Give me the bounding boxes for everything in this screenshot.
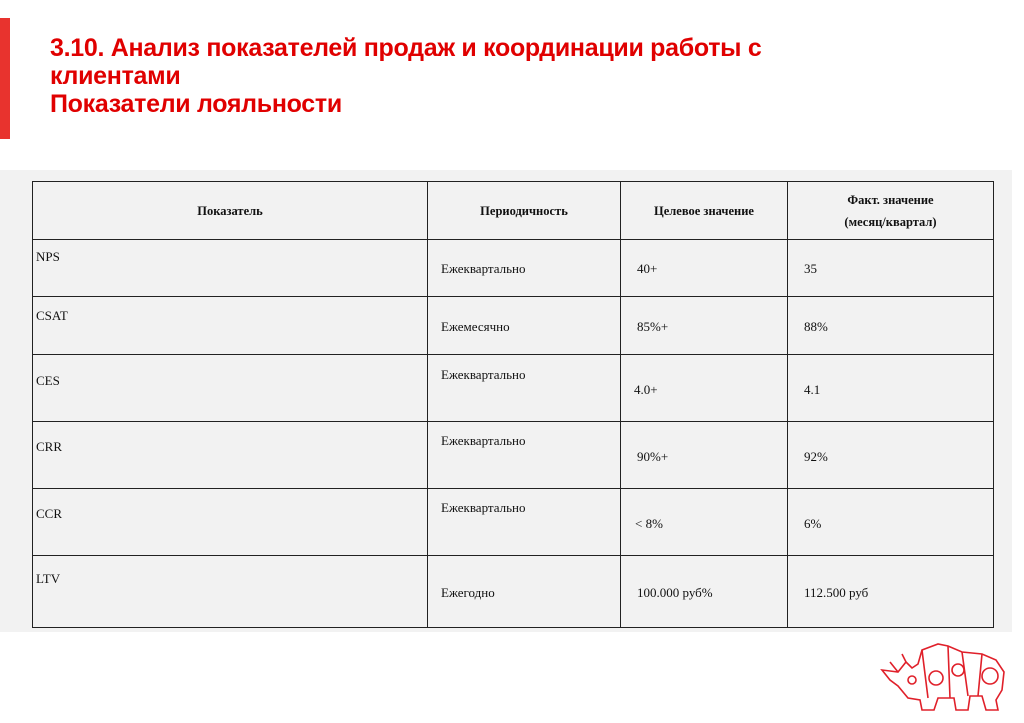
table-row [33,297,994,355]
metric-cell: LTV [36,571,61,586]
table-row [33,240,994,297]
actual-cell: 92% [804,449,828,464]
header-actual [788,182,994,240]
actual-cell: 88% [804,319,828,334]
header-metric: Показатель [33,182,428,240]
target-cell: 90%+ [637,449,669,464]
title-line-1: 3.10. Анализ показателей продаж и координации работы с [50,34,762,62]
page-title [50,34,762,118]
metric-cell: NPS [36,249,60,264]
rhino-logo-icon [878,640,1014,714]
header-actual-line2: (месяц/квартал) [844,214,937,229]
metric-cell: CRR [36,439,63,454]
target-cell: < 8% [635,516,663,531]
header-target: Целевое значение [621,182,788,240]
period-cell: Ежеквартально [441,367,526,382]
period-cell: Ежемесячно [441,319,510,334]
table-row [33,355,994,422]
accent-bar [0,18,10,139]
target-cell: 100.000 руб% [637,585,713,600]
loyalty-metrics-table [32,181,994,628]
table-row [33,422,994,489]
table-row [33,489,994,556]
target-cell: 40+ [637,261,658,276]
header-actual-line1: Факт. значение [847,192,934,207]
actual-cell: 35 [804,261,817,276]
period-cell: Ежеквартально [441,261,526,276]
actual-cell: 4.1 [804,382,821,397]
table-header-row [33,182,994,240]
header-period: Периодичность [428,182,621,240]
target-cell: 85%+ [637,319,669,334]
period-cell: Ежеквартально [441,500,526,515]
metric-cell: CES [36,373,60,388]
title-line-2: клиентами [50,62,181,90]
table-row [33,556,994,628]
title-line-3: Показатели лояльности [50,90,342,118]
actual-cell: 6% [804,516,822,531]
period-cell: Ежегодно [441,585,495,600]
actual-cell: 112.500 руб [804,585,869,600]
metric-cell: CSAT [36,308,68,323]
metric-cell: CCR [36,506,63,521]
target-cell: 4.0+ [634,382,658,397]
period-cell: Ежеквартально [441,433,526,448]
